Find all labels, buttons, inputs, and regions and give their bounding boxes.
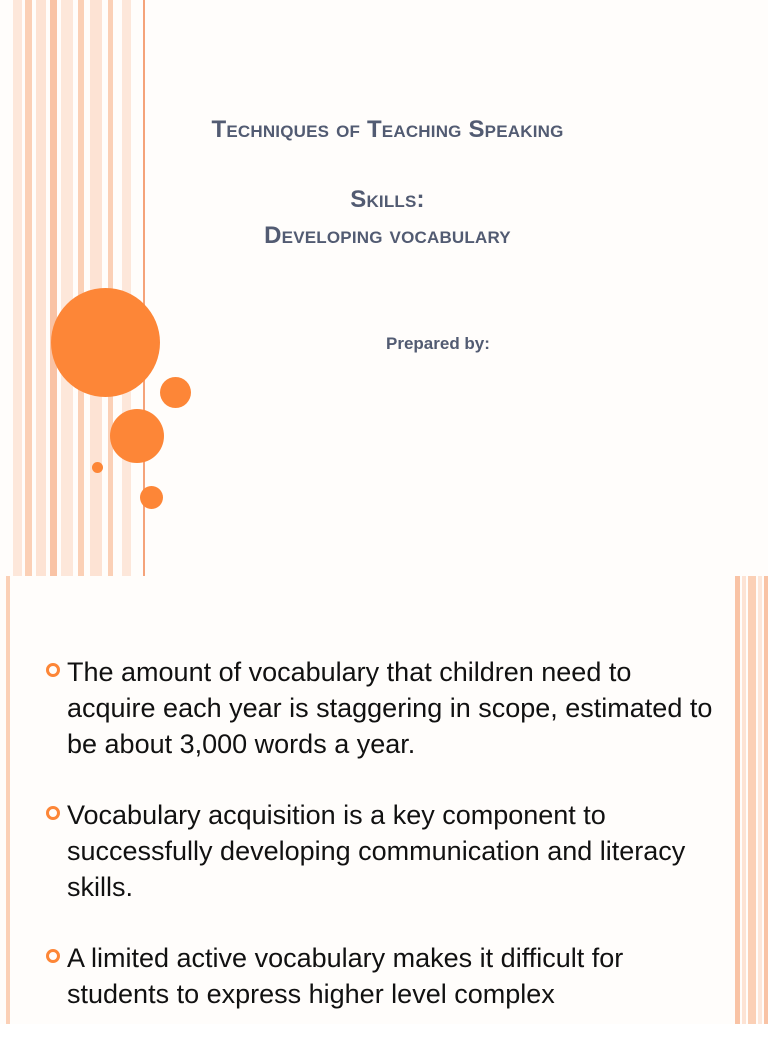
decorative-stripe — [742, 576, 746, 1024]
decorative-stripe — [758, 576, 762, 1024]
prepared-by-label: Prepared by: — [386, 334, 490, 353]
decorative-stripe — [50, 0, 57, 576]
decorative-stripe — [61, 0, 73, 576]
decorative-stripe — [764, 576, 768, 1024]
bullet-circle-icon — [46, 806, 60, 820]
decorative-stripe — [6, 576, 10, 1024]
title-line: Developing vocabulary — [264, 222, 511, 249]
decorative-stripe — [36, 0, 46, 576]
decorative-circle — [92, 462, 103, 473]
decorative-circle-large — [51, 288, 160, 397]
decorative-stripe — [748, 576, 756, 1024]
bullet-circle-icon — [46, 663, 60, 677]
bullet-circle-icon — [46, 949, 60, 963]
list-item — [42, 654, 722, 762]
decorative-circle — [160, 377, 191, 408]
bullet-text: The amount of vocabulary that children need to acquire each year is staggering in scope, estimated to be about 3,000 words a year. — [67, 657, 713, 759]
decorative-stripe — [13, 0, 22, 576]
decorative-circle — [110, 409, 164, 463]
decorative-stripe — [122, 0, 131, 576]
title-line: Skills: — [350, 186, 425, 213]
slide-title — [150, 112, 625, 254]
bullet-text: Vocabulary acquisition is a key component to successfully developing communication and literacy skills. — [67, 800, 686, 902]
decorative-stripe — [78, 0, 84, 576]
decorative-stripe — [25, 0, 32, 576]
bullet-list — [42, 654, 722, 1047]
decorative-stripe — [735, 576, 740, 1024]
bullet-text: A limited active vocabulary makes it difficult for students to express higher level complex — [67, 943, 624, 1009]
list-item — [42, 940, 722, 1012]
decorative-circle — [140, 486, 163, 509]
title-line: Techniques of Teaching Speaking — [211, 116, 564, 143]
list-item — [42, 797, 722, 905]
